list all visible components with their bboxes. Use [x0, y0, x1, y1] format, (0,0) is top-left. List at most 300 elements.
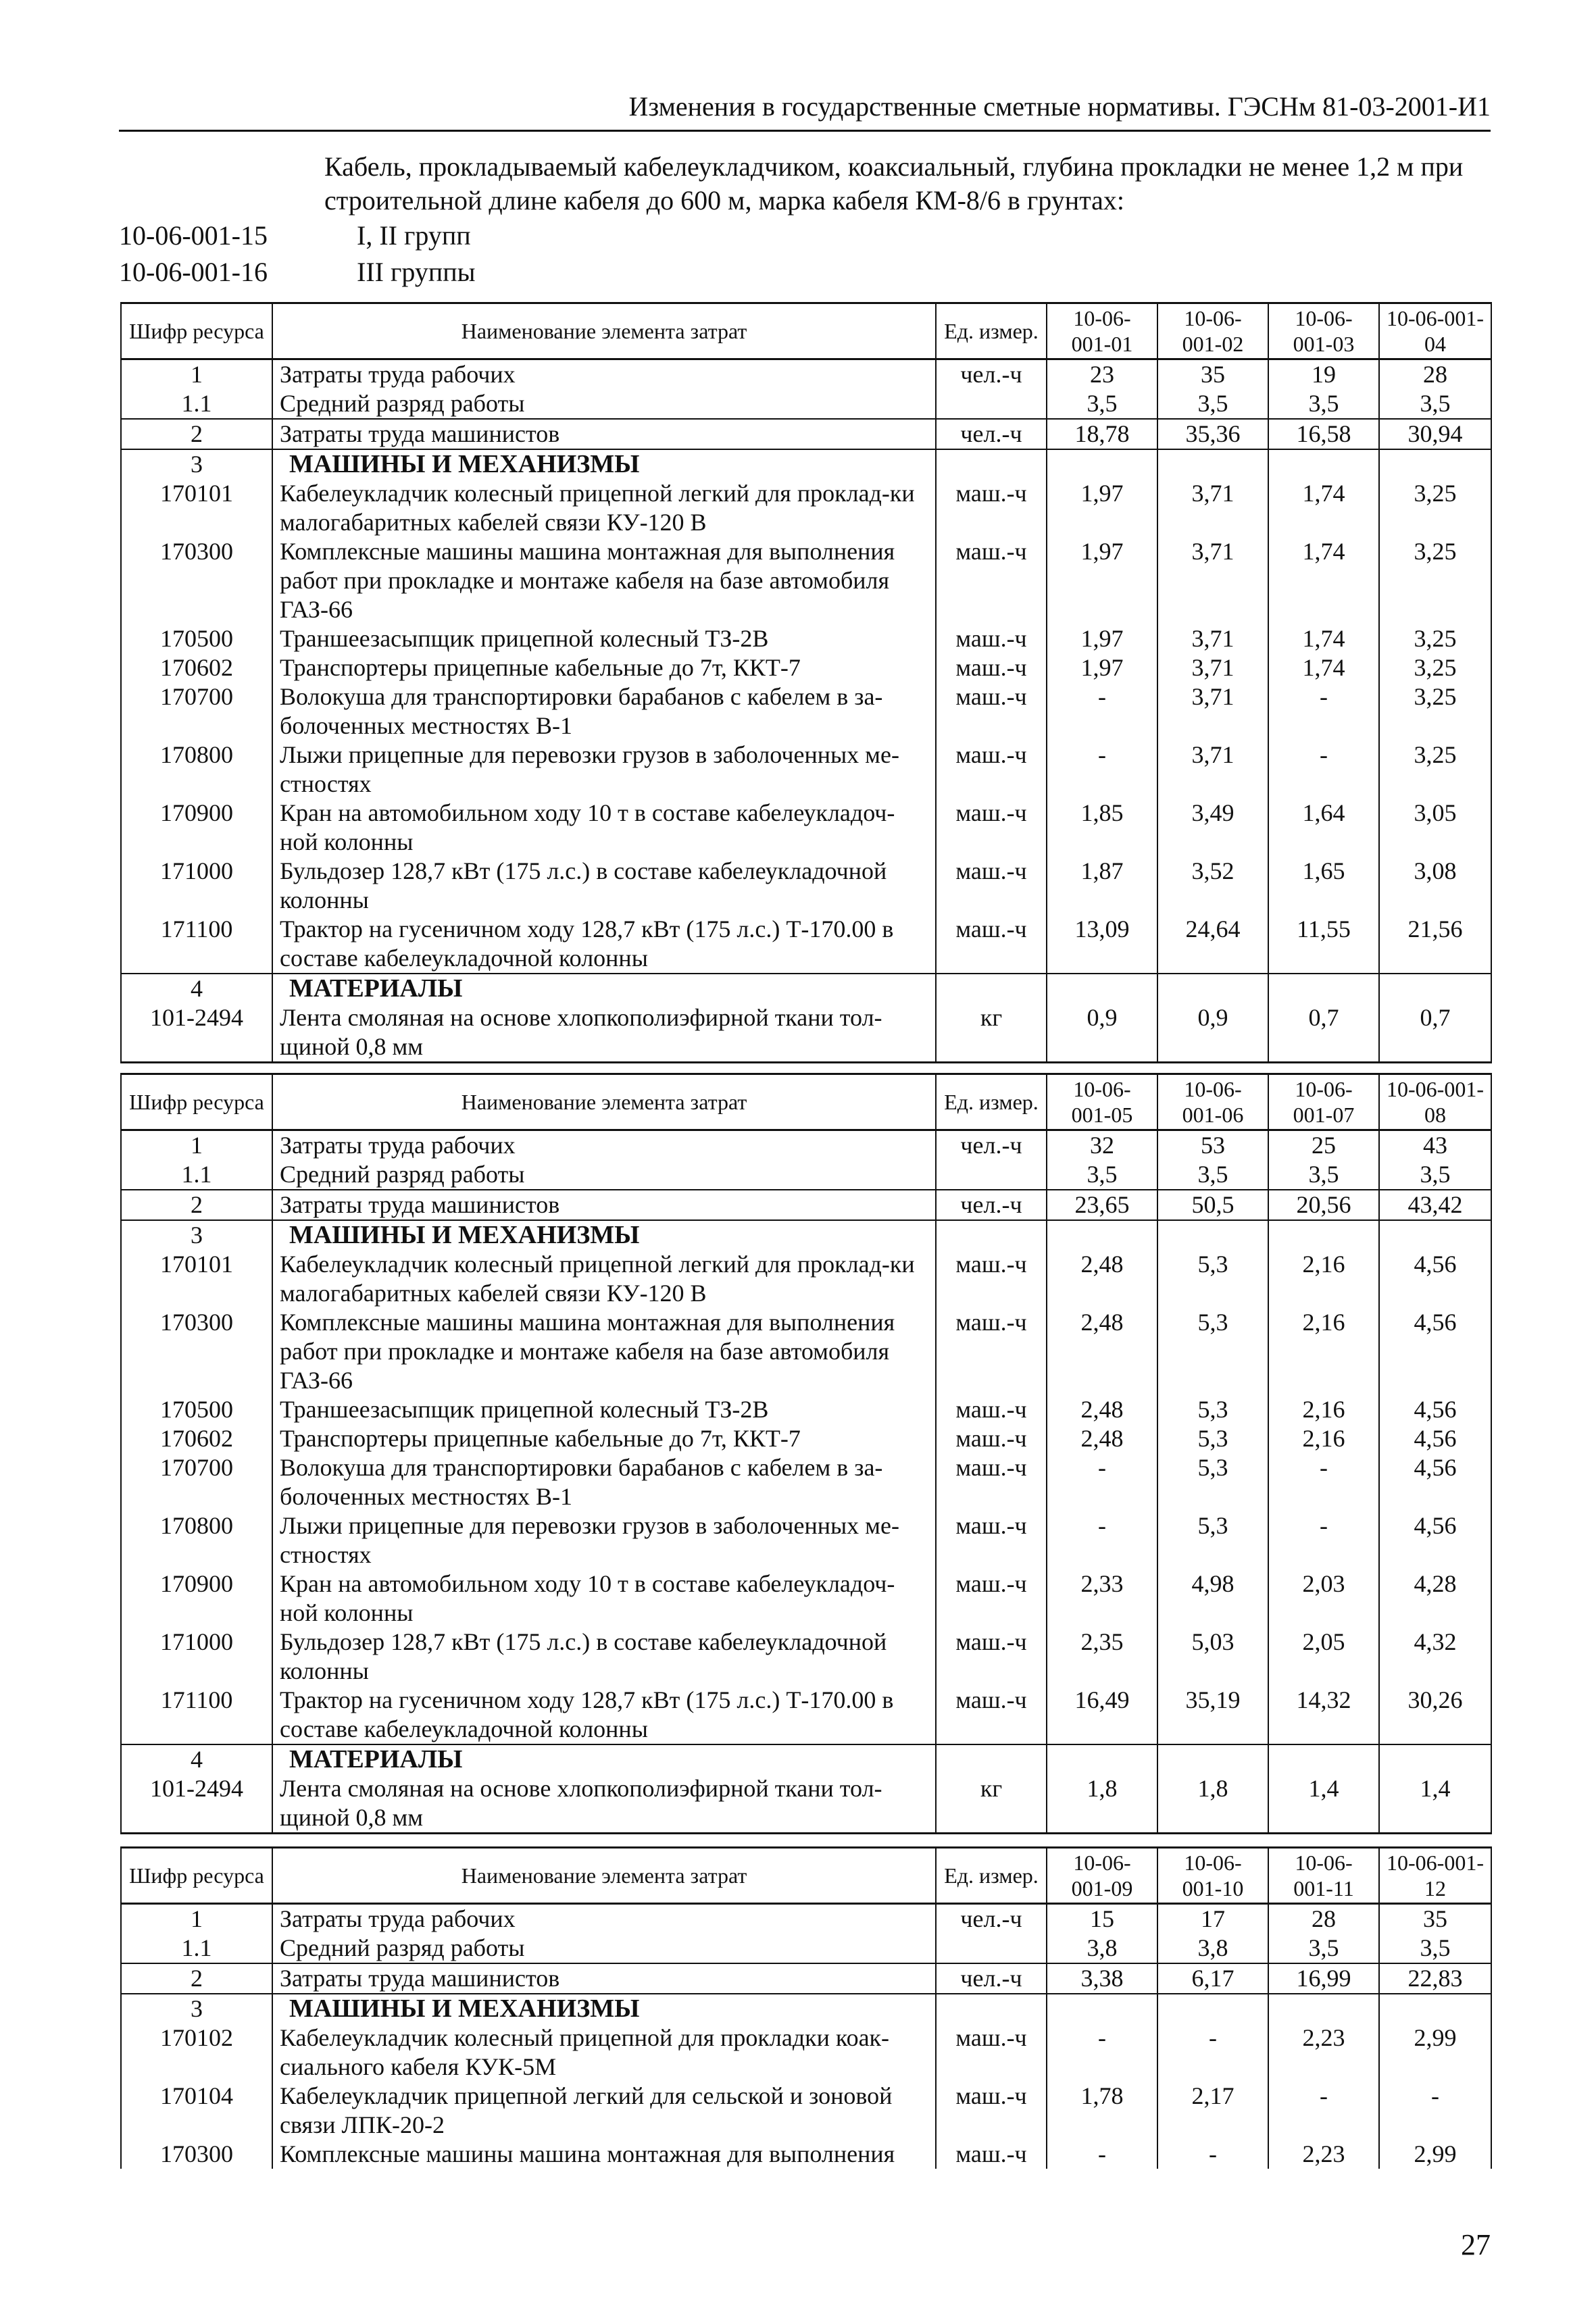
value-cell: 4,32 — [1379, 1628, 1491, 1686]
table-row — [121, 1686, 1491, 1744]
name-cell: Траншеезасыпщик прицепной колесный ТЗ-2В — [272, 624, 936, 653]
value-cell: 1,74 — [1268, 479, 1379, 537]
name-cell: Затраты труда рабочих — [272, 1904, 936, 1934]
value-cell: 5,3 — [1157, 1250, 1268, 1308]
table-row — [121, 682, 1491, 740]
unit-cell: маш.-ч — [936, 1250, 1047, 1308]
value-cell — [1047, 974, 1157, 1003]
value-cell — [1047, 1744, 1157, 1774]
unit-cell: маш.-ч — [936, 653, 1047, 682]
unit-cell: маш.-ч — [936, 857, 1047, 915]
value-cell: 4,56 — [1379, 1511, 1491, 1569]
value-cell: 16,99 — [1268, 1963, 1379, 1994]
cipher-cell: 4 — [121, 974, 272, 1003]
value-cell: 3,71 — [1157, 479, 1268, 537]
header-norm-code: 10-06-001-10 — [1157, 1848, 1268, 1904]
value-cell: 4,56 — [1379, 1424, 1491, 1453]
unit-cell: маш.-ч — [936, 537, 1047, 624]
unit-cell — [936, 974, 1047, 1003]
cipher-cell: 1 — [121, 1904, 272, 1934]
name-cell: Волокуша для транспортировки барабанов с кабелем в за-болоченных местностях В-1 — [272, 682, 936, 740]
cipher-cell: 3 — [121, 1994, 272, 2023]
table-row — [121, 419, 1491, 449]
value-cell: 2,33 — [1047, 1569, 1157, 1628]
value-cell: 43,42 — [1379, 1190, 1491, 1220]
value-cell — [1157, 1994, 1268, 2023]
unit-cell: маш.-ч — [936, 1686, 1047, 1744]
value-cell: 3,5 — [1379, 1934, 1491, 1963]
name-cell: Средний разряд работы — [272, 1160, 936, 1190]
value-cell: 3,5 — [1268, 389, 1379, 419]
value-cell: 35 — [1379, 1904, 1491, 1934]
value-cell: 18,78 — [1047, 419, 1157, 449]
value-cell: - — [1268, 1453, 1379, 1511]
value-cell: - — [1268, 740, 1379, 799]
unit-cell: маш.-ч — [936, 1395, 1047, 1424]
unit-cell: маш.-ч — [936, 2082, 1047, 2140]
header-norm-code: 10-06-001-08 — [1379, 1074, 1491, 1130]
name-cell: Кран на автомобильном ходу 10 т в составе кабелеукладоч-ной колонны — [272, 799, 936, 857]
value-cell: 3,25 — [1379, 624, 1491, 653]
value-cell: - — [1157, 2140, 1268, 2169]
intro-text: Кабель, прокладываемый кабелеукладчиком, коаксиальный, глубина прокладки не менее 1,2 м при строительной длине кабеля до 600 м, марка кабеля КМ-8/6 в грунтах: — [324, 151, 1464, 216]
value-cell: 16,49 — [1047, 1686, 1157, 1744]
header-norm-code: 10-06-001-09 — [1047, 1848, 1157, 1904]
value-cell: 3,25 — [1379, 479, 1491, 537]
value-cell: 35,19 — [1157, 1686, 1268, 1744]
header-norm-code: 10-06-001-07 — [1268, 1074, 1379, 1130]
table-row — [121, 1453, 1491, 1511]
header-unit: Ед. измер. — [936, 303, 1047, 359]
name-cell: МАШИНЫ И МЕХАНИЗМЫ — [272, 1994, 936, 2023]
cipher-cell: 171000 — [121, 1628, 272, 1686]
cipher-cell: 2 — [121, 419, 272, 449]
value-cell — [1157, 1220, 1268, 1250]
value-cell: 3,8 — [1157, 1934, 1268, 1963]
value-cell: 1,97 — [1047, 479, 1157, 537]
value-cell: 3,5 — [1157, 389, 1268, 419]
value-cell: 1,4 — [1268, 1774, 1379, 1834]
unit-cell — [936, 1744, 1047, 1774]
name-cell: Затраты труда машинистов — [272, 1963, 936, 1994]
cipher-cell: 170101 — [121, 479, 272, 537]
unit-cell: маш.-ч — [936, 1628, 1047, 1686]
value-cell: 3,5 — [1047, 389, 1157, 419]
value-cell: 30,94 — [1379, 419, 1491, 449]
norm-code-label: III группы — [357, 257, 476, 287]
value-cell: 3,49 — [1157, 799, 1268, 857]
unit-cell: маш.-ч — [936, 740, 1047, 799]
name-cell: Кабелеукладчик колесный прицепной легкий для проклад-ки малогабаритных кабелей связи КУ-120 В — [272, 1250, 936, 1308]
table-row — [121, 1963, 1491, 1994]
norm-code-item — [119, 254, 476, 291]
value-cell: 0,7 — [1379, 1003, 1491, 1063]
unit-cell — [936, 1934, 1047, 1963]
value-cell: 23,65 — [1047, 1190, 1157, 1220]
cipher-cell: 170104 — [121, 2082, 272, 2140]
unit-cell: чел.-ч — [936, 1963, 1047, 1994]
name-cell: Волокуша для транспортировки барабанов с кабелем в за-болоченных местностях В-1 — [272, 1453, 936, 1511]
value-cell: 19 — [1268, 359, 1379, 390]
value-cell: 2,03 — [1268, 1569, 1379, 1628]
value-cell: 1,8 — [1047, 1774, 1157, 1834]
name-cell: Транспортеры прицепные кабельные до 7т, ККТ-7 — [272, 653, 936, 682]
value-cell: 53 — [1157, 1130, 1268, 1161]
table-row — [121, 1395, 1491, 1424]
value-cell: 2,05 — [1268, 1628, 1379, 1686]
value-cell: 4,56 — [1379, 1453, 1491, 1511]
table-header-row — [121, 303, 1491, 359]
value-cell: 4,98 — [1157, 1569, 1268, 1628]
value-cell: 2,48 — [1047, 1395, 1157, 1424]
value-cell: 13,09 — [1047, 915, 1157, 974]
value-cell — [1268, 1220, 1379, 1250]
header-name: Наименование элемента затрат — [272, 303, 936, 359]
value-cell: 2,48 — [1047, 1250, 1157, 1308]
value-cell: 5,3 — [1157, 1308, 1268, 1395]
cipher-cell: 170101 — [121, 1250, 272, 1308]
table-row — [121, 1934, 1491, 1963]
name-cell: Кабелеукладчик прицепной легкий для сельской и зоновой связи ЛПК-20-2 — [272, 2082, 936, 2140]
table-row — [121, 624, 1491, 653]
value-cell: 3,25 — [1379, 682, 1491, 740]
unit-cell: маш.-ч — [936, 799, 1047, 857]
name-cell: МАШИНЫ И МЕХАНИЗМЫ — [272, 449, 936, 479]
table-row — [121, 1003, 1491, 1063]
value-cell: 5,3 — [1157, 1395, 1268, 1424]
name-cell: Затраты труда рабочих — [272, 359, 936, 390]
header-norm-code: 10-06-001-04 — [1379, 303, 1491, 359]
value-cell: 28 — [1268, 1904, 1379, 1934]
header-unit: Ед. измер. — [936, 1074, 1047, 1130]
table-row — [121, 653, 1491, 682]
value-cell: 5,03 — [1157, 1628, 1268, 1686]
unit-cell: маш.-ч — [936, 479, 1047, 537]
name-cell: МАТЕРИАЛЫ — [272, 1744, 936, 1774]
cipher-cell: 101-2494 — [121, 1774, 272, 1834]
table-row — [121, 359, 1491, 390]
value-cell — [1047, 1994, 1157, 2023]
header-cipher: Шифр ресурса — [121, 1848, 272, 1904]
cipher-cell: 3 — [121, 1220, 272, 1250]
name-cell: Затраты труда машинистов — [272, 419, 936, 449]
table-row — [121, 449, 1491, 479]
value-cell: 28 — [1379, 359, 1491, 390]
value-cell: 25 — [1268, 1130, 1379, 1161]
cipher-cell: 170700 — [121, 682, 272, 740]
value-cell: 3,5 — [1268, 1160, 1379, 1190]
name-cell: Комплексные машины машина монтажная для выполнения — [272, 2140, 936, 2169]
header-cipher: Шифр ресурса — [121, 303, 272, 359]
value-cell: 20,56 — [1268, 1190, 1379, 1220]
table-header-row — [121, 1074, 1491, 1130]
value-cell: 4,28 — [1379, 1569, 1491, 1628]
unit-cell — [936, 389, 1047, 419]
cipher-cell: 101-2494 — [121, 1003, 272, 1063]
value-cell: 2,48 — [1047, 1424, 1157, 1453]
name-cell: Затраты труда рабочих — [272, 1130, 936, 1161]
norm-code: 10-06-001-16 — [119, 257, 268, 287]
header-norm-code: 10-06-001-02 — [1157, 303, 1268, 359]
unit-cell: маш.-ч — [936, 682, 1047, 740]
unit-cell: маш.-ч — [936, 1453, 1047, 1511]
norm-code-item — [119, 218, 476, 254]
name-cell: Лыжи прицепные для перевозки грузов в заболоченных ме-стностях — [272, 740, 936, 799]
name-cell: Лента смоляная на основе хлопкополиэфирной ткани тол-щиной 0,8 мм — [272, 1774, 936, 1834]
cipher-cell: 170602 — [121, 1424, 272, 1453]
value-cell: - — [1047, 2023, 1157, 2082]
value-cell: 3,52 — [1157, 857, 1268, 915]
value-cell: 3,8 — [1047, 1934, 1157, 1963]
header-norm-code: 10-06-001-01 — [1047, 303, 1157, 359]
name-cell: МАТЕРИАЛЫ — [272, 974, 936, 1003]
value-cell — [1157, 974, 1268, 1003]
header-name: Наименование элемента затрат — [272, 1074, 936, 1130]
unit-cell — [936, 1160, 1047, 1190]
value-cell: 1,87 — [1047, 857, 1157, 915]
cipher-cell: 170300 — [121, 537, 272, 624]
cipher-cell: 1.1 — [121, 1160, 272, 1190]
name-cell: Кран на автомобильном ходу 10 т в составе кабелеукладоч-ной колонны — [272, 1569, 936, 1628]
value-cell: 2,16 — [1268, 1395, 1379, 1424]
name-cell: Средний разряд работы — [272, 1934, 936, 1963]
value-cell: 22,83 — [1379, 1963, 1491, 1994]
value-cell: - — [1379, 2082, 1491, 2140]
cipher-cell: 2 — [121, 1190, 272, 1220]
value-cell: - — [1047, 1453, 1157, 1511]
cipher-cell: 170602 — [121, 653, 272, 682]
value-cell — [1268, 449, 1379, 479]
cipher-cell: 170500 — [121, 624, 272, 653]
value-cell — [1157, 1744, 1268, 1774]
value-cell: 3,25 — [1379, 740, 1491, 799]
cipher-cell: 171000 — [121, 857, 272, 915]
value-cell: 3,71 — [1157, 682, 1268, 740]
cipher-cell: 1.1 — [121, 389, 272, 419]
cipher-cell: 170900 — [121, 1569, 272, 1628]
table-row — [121, 1190, 1491, 1220]
value-cell: - — [1157, 2023, 1268, 2082]
value-cell: 1,74 — [1268, 653, 1379, 682]
table-row — [121, 2140, 1491, 2169]
value-cell: 4,56 — [1379, 1308, 1491, 1395]
header-cipher: Шифр ресурса — [121, 1074, 272, 1130]
value-cell: 1,65 — [1268, 857, 1379, 915]
value-cell: 1,4 — [1379, 1774, 1491, 1834]
header-norm-code: 10-06-001-12 — [1379, 1848, 1491, 1904]
value-cell — [1379, 1744, 1491, 1774]
table-row — [121, 1904, 1491, 1934]
name-cell: Транспортеры прицепные кабельные до 7т, ККТ-7 — [272, 1424, 936, 1453]
value-cell: 1,97 — [1047, 537, 1157, 624]
table-row — [121, 389, 1491, 419]
value-cell: 3,5 — [1379, 1160, 1491, 1190]
value-cell: 32 — [1047, 1130, 1157, 1161]
cipher-cell: 1 — [121, 359, 272, 390]
value-cell: 1,8 — [1157, 1774, 1268, 1834]
unit-cell: чел.-ч — [936, 1904, 1047, 1934]
table-row — [121, 1220, 1491, 1250]
value-cell: - — [1047, 740, 1157, 799]
unit-cell: чел.-ч — [936, 419, 1047, 449]
header-norm-code: 10-06-001-03 — [1268, 303, 1379, 359]
header-norm-code: 10-06-001-11 — [1268, 1848, 1379, 1904]
table-row — [121, 1774, 1491, 1834]
value-cell: 2,16 — [1268, 1250, 1379, 1308]
value-cell: 15 — [1047, 1904, 1157, 1934]
table-row — [121, 2082, 1491, 2140]
value-cell: - — [1268, 682, 1379, 740]
value-cell — [1047, 1220, 1157, 1250]
unit-cell: чел.-ч — [936, 1190, 1047, 1220]
table-row — [121, 1744, 1491, 1774]
cipher-cell: 170800 — [121, 1511, 272, 1569]
name-cell: Лыжи прицепные для перевозки грузов в заболоченных ме-стностях — [272, 1511, 936, 1569]
value-cell — [1268, 1994, 1379, 2023]
value-cell: - — [1268, 1511, 1379, 1569]
value-cell: 5,3 — [1157, 1424, 1268, 1453]
value-cell — [1047, 449, 1157, 479]
unit-cell: кг — [936, 1003, 1047, 1063]
name-cell: Трактор на гусеничном ходу 128,7 кВт (175 л.с.) Т-170.00 в составе кабелеукладочной колонны — [272, 1686, 936, 1744]
unit-cell: маш.-ч — [936, 2023, 1047, 2082]
cipher-cell: 170300 — [121, 1308, 272, 1395]
cipher-cell: 1.1 — [121, 1934, 272, 1963]
table-row — [121, 479, 1491, 537]
table-row — [121, 915, 1491, 974]
unit-cell: маш.-ч — [936, 2140, 1047, 2169]
resource-table-1 — [120, 302, 1492, 1063]
value-cell: 50,5 — [1157, 1190, 1268, 1220]
cipher-cell: 171100 — [121, 915, 272, 974]
value-cell: 1,97 — [1047, 624, 1157, 653]
value-cell: 35 — [1157, 359, 1268, 390]
resource-table-2 — [120, 1073, 1492, 1834]
table-row — [121, 974, 1491, 1003]
norm-code-label: I, II групп — [357, 220, 471, 251]
cipher-cell: 1 — [121, 1130, 272, 1161]
header-norm-code: 10-06-001-06 — [1157, 1074, 1268, 1130]
value-cell: 2,23 — [1268, 2023, 1379, 2082]
value-cell: 0,9 — [1047, 1003, 1157, 1063]
unit-cell: кг — [936, 1774, 1047, 1834]
value-cell — [1379, 1994, 1491, 2023]
value-cell: 5,3 — [1157, 1511, 1268, 1569]
value-cell: - — [1047, 2140, 1157, 2169]
table-row — [121, 1994, 1491, 2023]
unit-cell: маш.-ч — [936, 1424, 1047, 1453]
value-cell: 2,35 — [1047, 1628, 1157, 1686]
table-row — [121, 740, 1491, 799]
table-row — [121, 857, 1491, 915]
norm-code-list — [119, 218, 476, 291]
value-cell: 1,64 — [1268, 799, 1379, 857]
unit-cell — [936, 449, 1047, 479]
value-cell: 2,99 — [1379, 2140, 1491, 2169]
name-cell: Средний разряд работы — [272, 389, 936, 419]
value-cell: 0,7 — [1268, 1003, 1379, 1063]
name-cell: Кабелеукладчик колесный прицепной для прокладки коак-сиального кабеля КУК-5М — [272, 2023, 936, 2082]
value-cell: 43 — [1379, 1130, 1491, 1161]
value-cell: 6,17 — [1157, 1963, 1268, 1994]
unit-cell — [936, 1220, 1047, 1250]
value-cell: 2,99 — [1379, 2023, 1491, 2082]
value-cell: 23 — [1047, 359, 1157, 390]
table-header-row — [121, 1848, 1491, 1904]
value-cell — [1157, 449, 1268, 479]
cipher-cell: 170800 — [121, 740, 272, 799]
header-rule — [119, 130, 1491, 132]
value-cell: 24,64 — [1157, 915, 1268, 974]
value-cell: 3,71 — [1157, 740, 1268, 799]
value-cell: 2,16 — [1268, 1424, 1379, 1453]
value-cell: 1,74 — [1268, 537, 1379, 624]
unit-cell: маш.-ч — [936, 1569, 1047, 1628]
table-row — [121, 1569, 1491, 1628]
cipher-cell: 170500 — [121, 1395, 272, 1424]
table-row — [121, 1628, 1491, 1686]
value-cell: 3,5 — [1157, 1160, 1268, 1190]
page-number: 27 — [1461, 2228, 1491, 2261]
value-cell: 4,56 — [1379, 1395, 1491, 1424]
cipher-cell: 170300 — [121, 2140, 272, 2169]
value-cell: 1,74 — [1268, 624, 1379, 653]
value-cell: - — [1047, 682, 1157, 740]
table-row — [121, 799, 1491, 857]
unit-cell: маш.-ч — [936, 624, 1047, 653]
value-cell: 3,08 — [1379, 857, 1491, 915]
table-row — [121, 1160, 1491, 1190]
value-cell — [1268, 1744, 1379, 1774]
value-cell: 5,3 — [1157, 1453, 1268, 1511]
value-cell: 2,48 — [1047, 1308, 1157, 1395]
value-cell: 3,25 — [1379, 653, 1491, 682]
name-cell: МАШИНЫ И МЕХАНИЗМЫ — [272, 1220, 936, 1250]
value-cell: 3,05 — [1379, 799, 1491, 857]
table-row — [121, 1250, 1491, 1308]
name-cell: Комплексные машины машина монтажная для выполнения работ при прокладке и монтаже кабеля на базе автомобиля ГАЗ-66 — [272, 537, 936, 624]
value-cell: - — [1047, 1511, 1157, 1569]
unit-cell: маш.-ч — [936, 1511, 1047, 1569]
norm-code: 10-06-001-15 — [119, 220, 268, 251]
value-cell: 1,85 — [1047, 799, 1157, 857]
value-cell: 3,5 — [1047, 1160, 1157, 1190]
table-row — [121, 1424, 1491, 1453]
value-cell: 3,5 — [1379, 389, 1491, 419]
value-cell — [1379, 1220, 1491, 1250]
value-cell — [1379, 449, 1491, 479]
header-unit: Ед. измер. — [936, 1848, 1047, 1904]
value-cell: 3,71 — [1157, 653, 1268, 682]
value-cell: 2,23 — [1268, 2140, 1379, 2169]
name-cell: Кабелеукладчик колесный прицепной легкий для проклад-ки малогабаритных кабелей связи КУ-120 В — [272, 479, 936, 537]
name-cell: Траншеезасыпщик прицепной колесный ТЗ-2В — [272, 1395, 936, 1424]
table-row — [121, 2023, 1491, 2082]
page-header: Изменения в государственные сметные нормативы. ГЭСНм 81-03-2001-И1 — [628, 91, 1491, 122]
value-cell: 35,36 — [1157, 419, 1268, 449]
value-cell: 3,71 — [1157, 537, 1268, 624]
value-cell: - — [1268, 2082, 1379, 2140]
value-cell: 3,71 — [1157, 624, 1268, 653]
cipher-cell: 3 — [121, 449, 272, 479]
name-cell: Трактор на гусеничном ходу 128,7 кВт (175 л.с.) Т-170.00 в составе кабелеукладочной колонны — [272, 915, 936, 974]
header-norm-code: 10-06-001-05 — [1047, 1074, 1157, 1130]
unit-cell: чел.-ч — [936, 359, 1047, 390]
value-cell: 16,58 — [1268, 419, 1379, 449]
name-cell: Бульдозер 128,7 кВт (175 л.с.) в составе кабелеукладочной колонны — [272, 1628, 936, 1686]
unit-cell: маш.-ч — [936, 915, 1047, 974]
resource-table-3 — [120, 1846, 1492, 2169]
